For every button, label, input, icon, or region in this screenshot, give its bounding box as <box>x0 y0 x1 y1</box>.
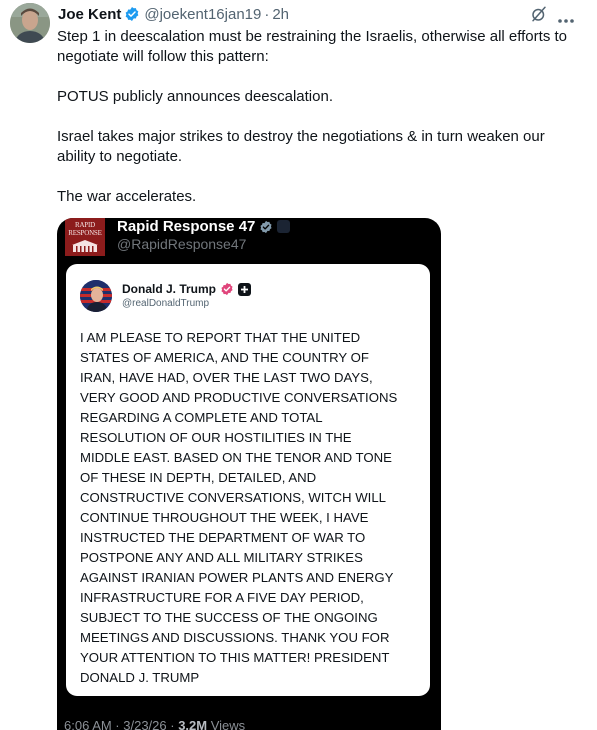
more-icon[interactable] <box>557 11 575 17</box>
white-house-icon <box>70 239 100 253</box>
trump-avatar <box>80 280 112 312</box>
logo-text: RAPID RESPONSE <box>68 221 102 237</box>
media-footer-views-count: 3.2M <box>178 718 208 730</box>
media-footer-time: 6:06 AM · 3/23/26 · <box>64 718 175 730</box>
avatar-image <box>10 3 50 43</box>
tweet-header <box>58 5 289 23</box>
media-footer <box>64 718 245 730</box>
plus-badge-icon <box>238 283 251 296</box>
separator-dot: · <box>264 5 270 23</box>
grok-icon[interactable] <box>530 5 548 23</box>
affiliation-badge-icon <box>277 220 290 233</box>
tweet-timestamp[interactable]: 2h <box>272 5 290 23</box>
pink-verified-icon <box>220 282 234 296</box>
tweet-text <box>57 27 582 207</box>
tweet-paragraph: Step 1 in deescalation must be restraining the Israelis, otherwise all efforts to negotiate will follow this pattern: <box>57 28 567 65</box>
media-footer-views-label: Views <box>210 718 246 730</box>
gray-verified-icon <box>259 220 273 234</box>
rapid-response-logo <box>65 218 105 256</box>
author-name[interactable]: Joe Kent <box>58 5 122 23</box>
tweet-paragraph: The war accelerates. <box>57 188 197 205</box>
tweet-paragraph: POTUS publicly announces deescalation. <box>57 88 333 105</box>
card-post-body: I AM PLEASE TO REPORT THAT THE UNITED STATES OF AMERICA, AND THE COUNTRY OF IRAN, HAVE HAD, OVER THE LAST TWO DAYS, VERY GOOD AND PRODUCTIVE CONVERSATIONS REGARDING A COMPLETE AND TOTAL RESOLUTION OF OUR HOSTILITIES IN THE MIDDLE EAST. BASED ON THE TENOR AND TONE OF THESE IN DEPTH, DETAILED, AND CONSTRUCTIVE CONVERSATIONS, WITCH WILL CONTINUE THROUGHOUT THE WEEK, I HAVE INSTRUCTED THE DEPARTMENT OF WAR TO POSTPONE ANY AND ALL MILITARY STRIKES AGAINST IRANIAN POWER PLANTS AND ENERGY INFRASTRUCTURE FOR A FIVE DAY PERIOD, SUBJECT TO THE SUCCESS OF THE ONGOING MEETINGS AND DISCUSSIONS. THANK YOU FOR YOUR ATTENTION TO THIS MATTER! PRESIDENT DONALD J. TRUMP <box>80 330 398 685</box>
card-author-handle: @realDonaldTrump <box>122 298 210 309</box>
author-handle[interactable]: @joekent16jan19 <box>144 5 262 23</box>
quoted-account-name <box>117 218 290 235</box>
tweet-media-image[interactable] <box>57 218 441 730</box>
card-author-name <box>122 282 251 296</box>
quoted-name-text: Rapid Response 47 <box>117 218 256 235</box>
card-author-name-text: Donald J. Trump <box>122 282 217 296</box>
tweet-paragraph: Israel takes major strikes to destroy the negotiations & in turn weaken our ability to negotiate. <box>57 128 545 165</box>
author-avatar[interactable] <box>10 3 50 43</box>
quoted-account-handle: @RapidResponse47 <box>117 236 247 252</box>
verified-badge-icon[interactable] <box>124 6 140 22</box>
truth-social-post-card <box>66 264 430 696</box>
